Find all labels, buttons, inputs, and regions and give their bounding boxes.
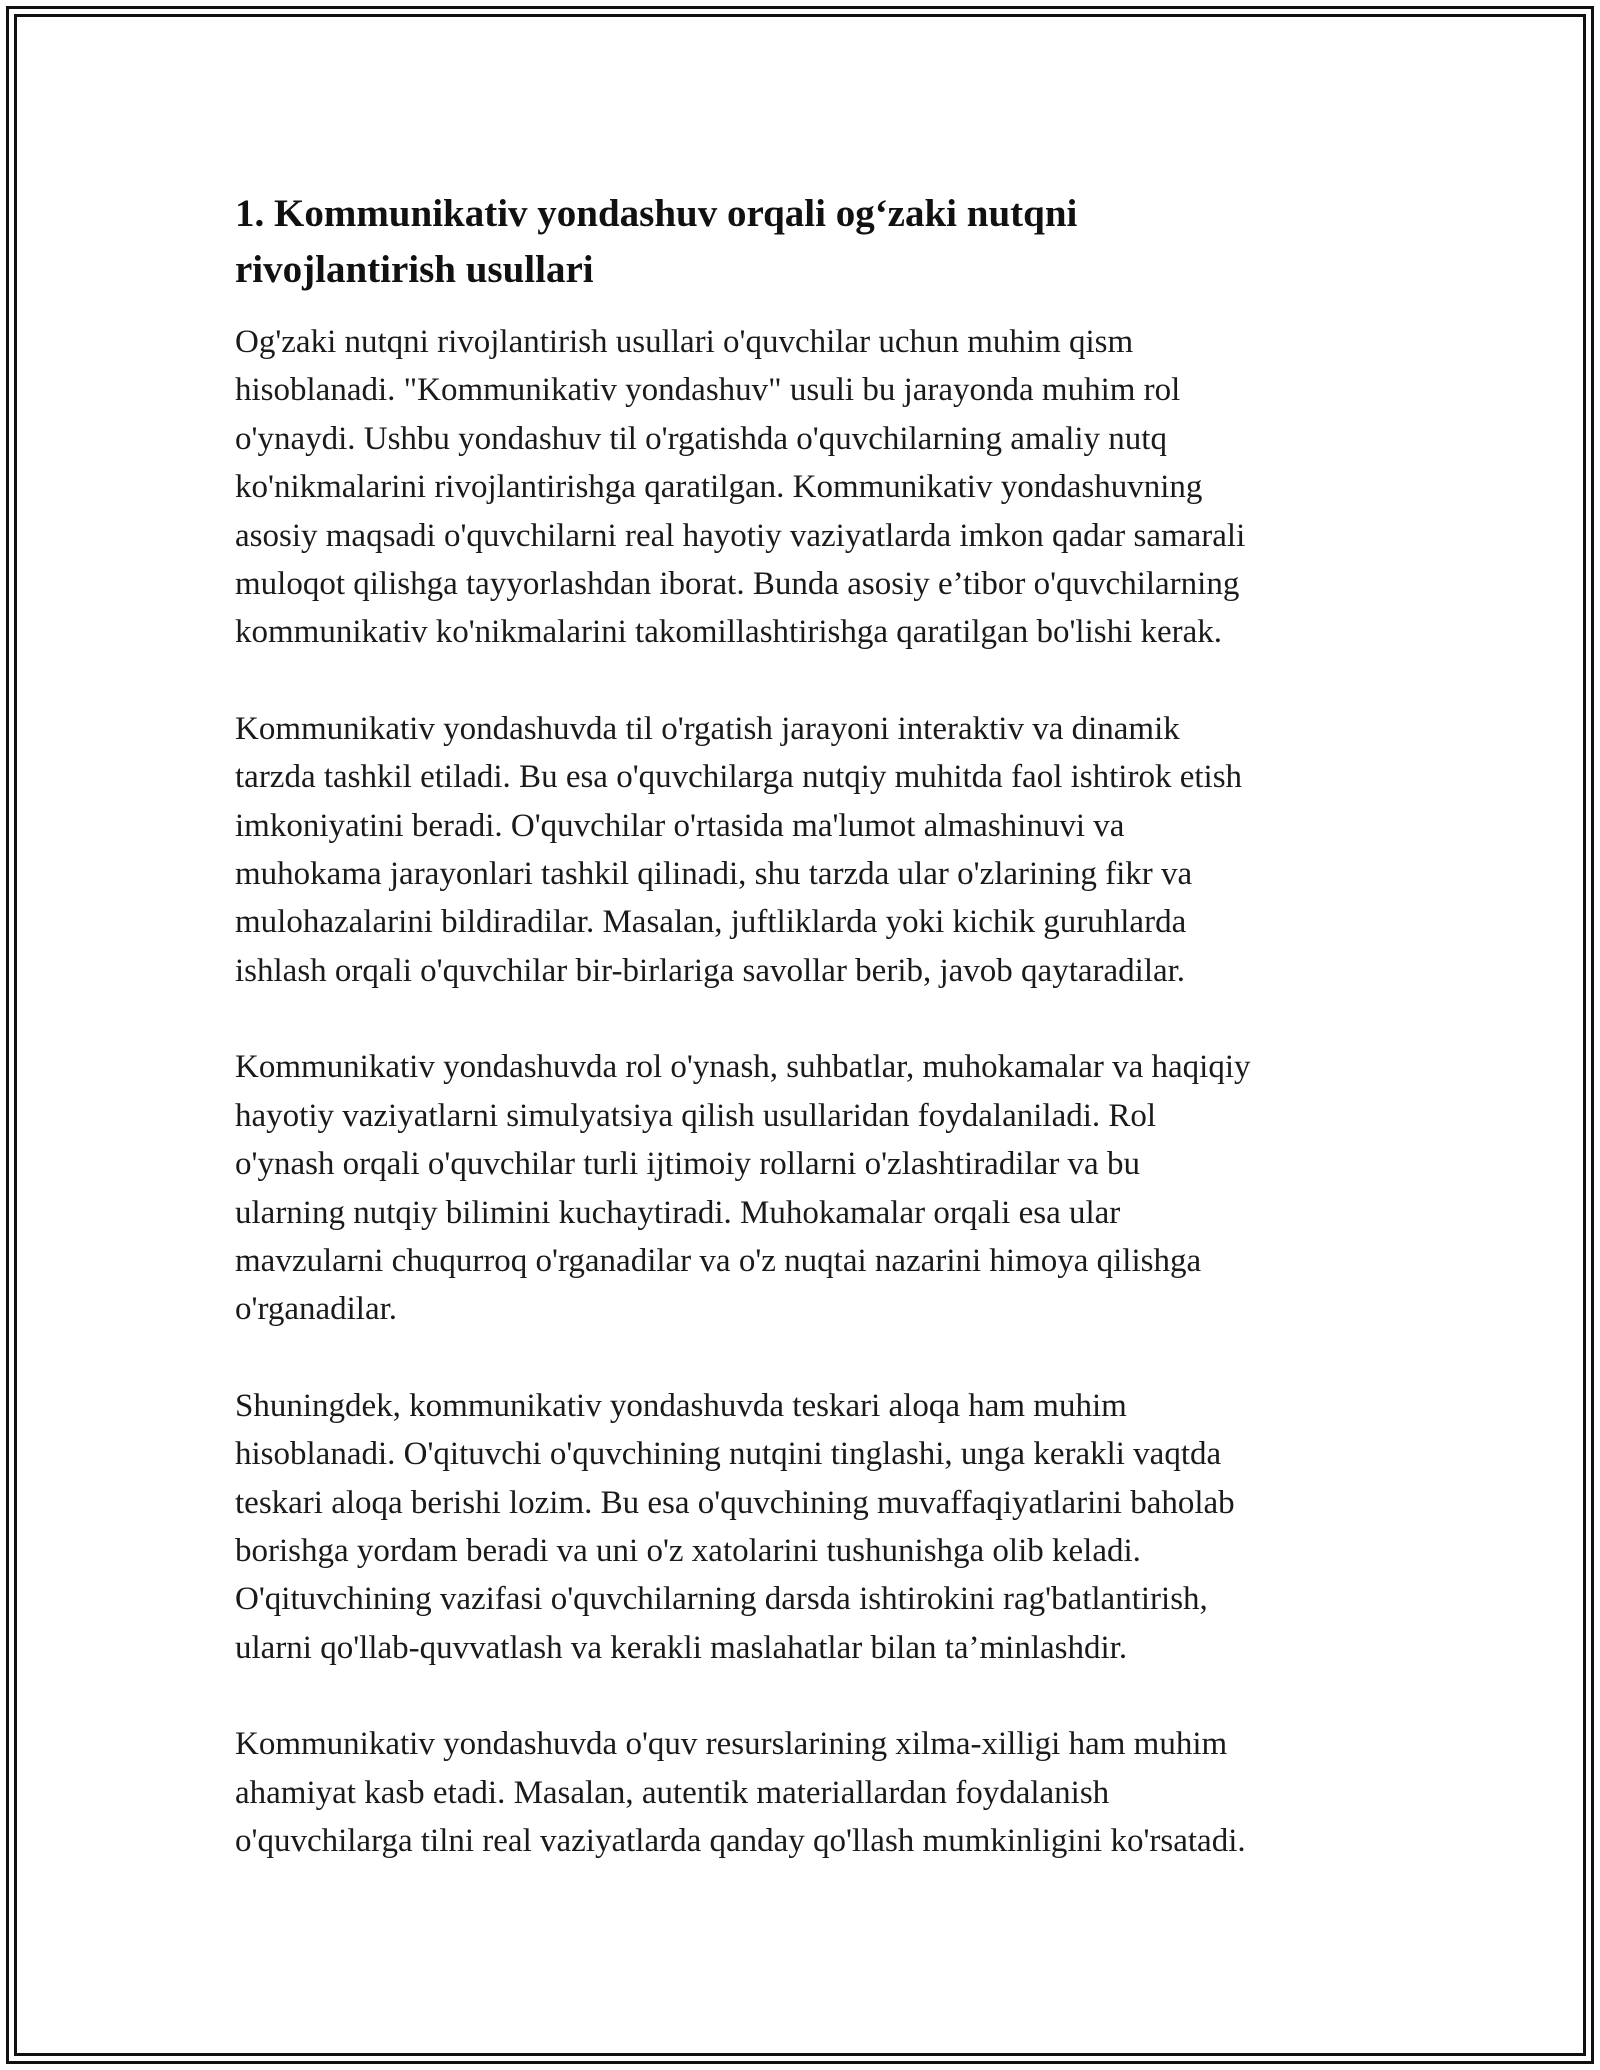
paragraph-5: Kommunikativ yondashuvda o'quv resurslarining xilma-xilligi ham muhim ahamiyat kasb etadi. Masalan, autentik materiallardan foydalanish o'quvchilarga tilni real vaziyatlarda qanday qo'llash mumkinligini ko'rsatadi. [235, 1726, 1246, 1859]
paragraph-4: Shuningdek, kommunikativ yondashuvda teskari aloqa ham muhim hisoblanadi. O'qituvchi o'quvchining nutqini tinglashi, unga kerakli vaqtda teskari aloqa berishi lozim. Bu esa o'quvchining muvaffaqiyatlarini baholab borishga yordam beradi va uni o'z xatolarini tushunishga olib keladi. O'qituvchining vazifasi o'quvchilarning darsda ishtirokini rag'batlantirish, ularni qo'llab-quvvatlash va kerakli maslahatlar bilan ta’minlashdir. [235, 1387, 1235, 1666]
section-heading: 1. Kommunikativ yondashuv orqali og‘zaki nutqni rivojlantirish usullari [235, 192, 1078, 291]
document-body [235, 186, 1380, 1865]
paragraph-3: Kommunikativ yondashuvda rol o'ynash, suhbatlar, muhokamalar va haqiqiy hayotiy vaziyatlarni simulyatsiya qilish usullaridan foydalaniladi. Rol o'ynash orqali o'quvchilar turli ijtimoiy rollarni o'zlashtiradilar va bu ularning nutqiy bilimini kuchaytiradi. Muhokamalar orqali esa ular mavzularni chuqurroq o'rganadilar va o'z nuqtai nazarini himoya qilishga o'rganadilar. [235, 1049, 1251, 1328]
paragraph-2: Kommunikativ yondashuvda til o'rgatish jarayoni interaktiv va dinamik tarzda tashkil etiladi. Bu esa o'quvchilarga nutqiy muhitda faol ishtirok etish imkoniyatini beradi. O'quvchilar o'rtasida ma'lumot almashinuvi va muhokama jarayonlari tashkil qilinadi, shu tarzda ular o'zlarining fikr va mulohazalarini bildiradilar. Masalan, juftliklarda yoki kichik guruhlarda ishlash orqali o'quvchilar bir-birlariga savollar berib, javob qaytaradilar. [235, 710, 1243, 989]
paragraph-1: Og'zaki nutqni rivojlantirish usullari o'quvchilar uchun muhim qism hisoblanadi. "Kommunikativ yondashuv" usuli bu jarayonda muhim rol o'ynaydi. Ushbu yondashuv til o'rgatishda o'quvchilarning amaliy nutq ko'nikmalarini rivojlantirishga qaratilgan. Kommunikativ yondashuvning asosiy maqsadi o'quvchilarni real hayotiy vaziyatlarda imkon qadar samarali muloqot qilishga tayyorlashdan iborat. Bunda asosiy e’tibor o'quvchilarning kommunikativ ko'nikmalarini takomillashtirishga qaratilgan bo'lishi kerak. [235, 324, 1246, 651]
